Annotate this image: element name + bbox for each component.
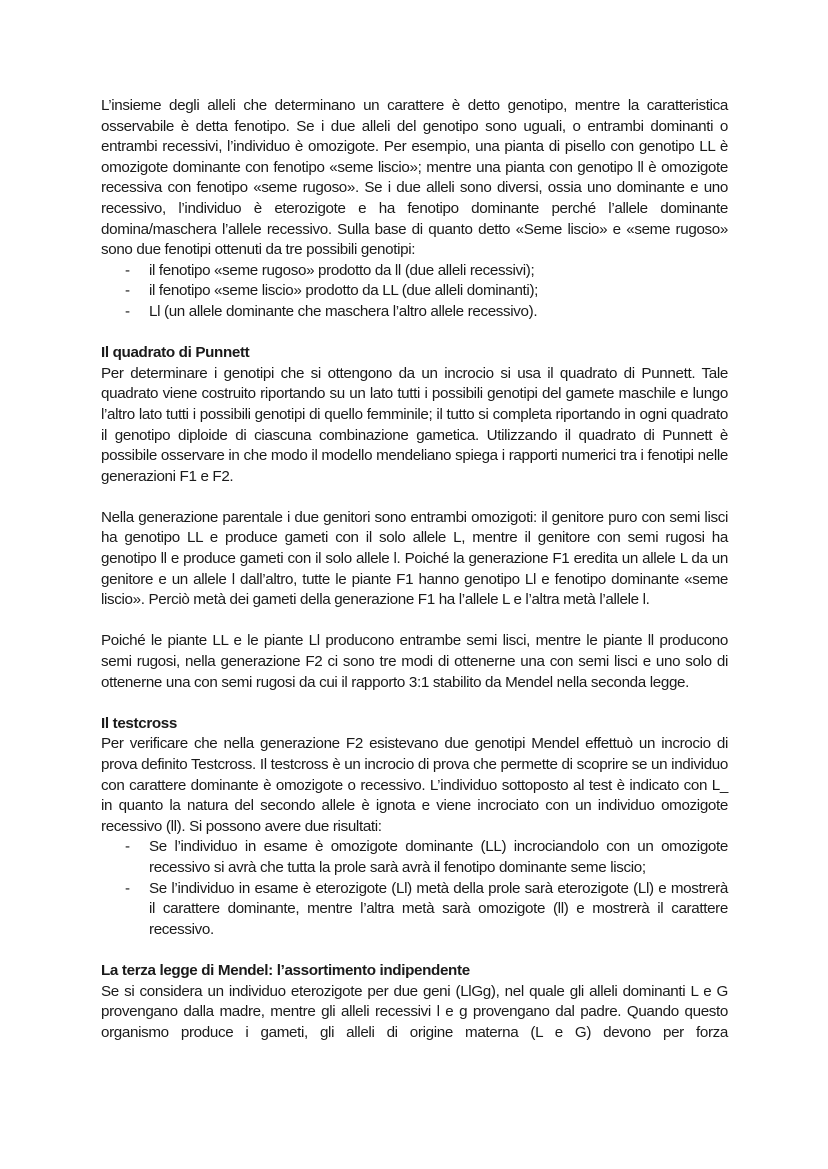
section-heading: La terza legge di Mendel: l’assortimento indipendente <box>101 961 470 979</box>
list-item: - il fenotipo «seme liscio» prodotto da LL (due alleli dominanti); <box>101 281 728 302</box>
list-item: - il fenotipo «seme rugoso» prodotto da ll (due alleli recessivi); <box>101 261 728 282</box>
paragraph: Per determinare i genotipi che si ottengono da un incrocio si usa il quadrato di Punnett. Tale quadrato viene costruito riportando su un lato tutti i possibili genotipi del gamete maschile e lungo l’altro lato tutti i possibili genotipi di quello femminile; il tutto si completa riportando in ogni quadrato il genotipo diploide di ciascuna combinazione gametica. Utilizzando il quadrato di Punnett è possibile osservare in che modo il modello mendeliano spiega i rapporti numerici tra i fenotipi nelle generazioni F1 e F2. <box>101 364 728 485</box>
list-item: - Se l’individuo in esame è eterozigote (Ll) metà della prole sarà eterozigote (Ll) e mostrerà il carattere dominante, mentre l’altra metà sarà omozigote (ll) e mostrerà il carattere recessivo. <box>101 879 728 941</box>
document-page <box>101 96 728 1043</box>
paragraph: Per verificare che nella generazione F2 esistevano due genotipi Mendel effettuò un incrocio di prova definito Testcross. Il testcross è un incrocio di prova che permette di scoprire se un individuo con carattere dominante è omozigote o recessivo. L’individuo sottoposto al test è indicato con L_ in quanto la natura del secondo allele è ignota e viene incrociato con un individuo omozigote recessivo (ll). Si possono avere due risultati: <box>101 735 728 835</box>
section-heading: Il quadrato di Punnett <box>101 344 250 362</box>
third-law-section <box>101 961 728 1043</box>
intro-section <box>101 96 728 323</box>
testcross-section <box>101 714 728 941</box>
testcross-results-list <box>101 837 728 940</box>
list-item: - Se l’individuo in esame è omozigote dominante (LL) incrociandolo con un omozigote recessivo si avrà che tutta la prole sarà avrà il fenotipo dominante seme liscio; <box>101 837 728 878</box>
punnett-section <box>101 343 728 693</box>
paragraph: Se si considera un individuo eterozigote per due geni (LlGg), nel quale gli alleli dominanti L e G provengano dalla madre, mentre gli alleli recessivi l e g provengano dal padre. Quando questo organismo produce i gameti, gli alleli di origine materna (L e G) devono per forza <box>101 982 728 1041</box>
section-heading: Il testcross <box>101 714 177 732</box>
intro-paragraph: L’insieme degli alleli che determinano un carattere è detto genotipo, mentre la caratteristica osservabile è detta fenotipo. Se i due alleli del genotipo sono uguali, o entrambi dominanti o entrambi recessivi, l’individuo è omozigote. Per esempio, una pianta di pisello con genotipo LL è omozigote dominante con fenotipo «seme liscio»; mentre una pianta con genotipo ll è omozigote recessiva con fenotipo «seme rugoso». Se i due alleli sono diversi, ossia uno dominante e uno recessivo, l’individuo è eterozigote e ha fenotipo dominante perché l’allele dominante domina/maschera l’allele recessivo. Sulla base di quanto detto «Seme liscio» e «seme rugoso» sono due fenotipi ottenuti da tre possibili genotipi: <box>101 97 728 259</box>
genotype-list <box>101 261 728 323</box>
paragraph: Poiché le piante LL e le piante Ll producono entrambe semi lisci, mentre le piante ll producono semi rugosi, nella generazione F2 ci sono tre modi di ottenerne una con semi lisci e uno solo di ottenerne una con semi rugosi da cui il rapporto 3:1 stabilito da Mendel nella seconda legge. <box>101 632 728 691</box>
list-item: - Ll (un allele dominante che maschera l’altro allele recessivo). <box>101 302 728 323</box>
paragraph: Nella generazione parentale i due genitori sono entrambi omozigoti: il genitore puro con semi lisci ha genotipo LL e produce gameti con il solo allele L, mentre il genitore con semi rugosi ha genotipo ll e produce gameti con il solo allele l. Poiché la generazione F1 eredita un allele L da un genitore e un allele l dall’altro, tutte le piante F1 hanno genotipo Ll e fenotipo dominante «seme liscio». Perciò metà dei gameti della generazione F1 ha l’allele L e l’altra metà l’allele l. <box>101 508 728 609</box>
